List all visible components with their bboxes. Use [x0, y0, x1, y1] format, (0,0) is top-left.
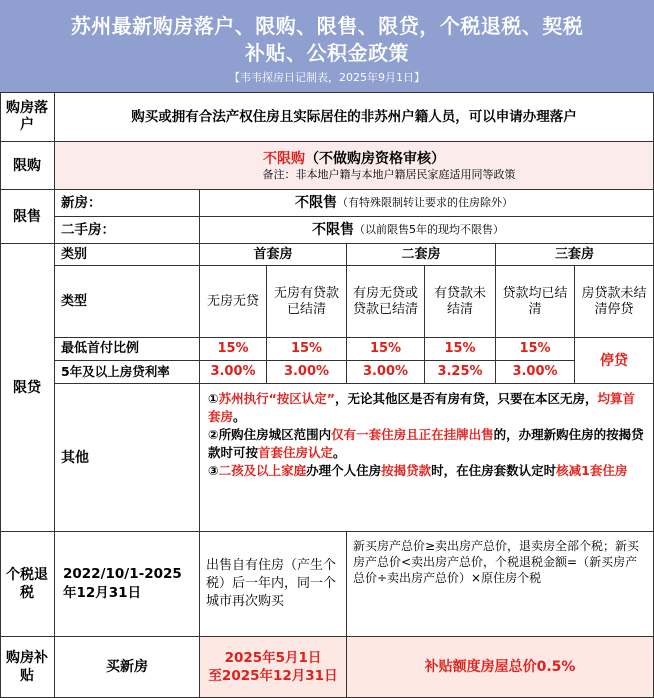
sale-limit-second-cell [200, 217, 654, 244]
purchase-limit-label: 限购 [0, 142, 55, 190]
loan-rate-label: 5年及以上房贷利率 [55, 361, 200, 384]
subsidy-type: 买新房 [55, 637, 200, 698]
loan-other-text [200, 384, 653, 480]
loan-down-3: 15% [347, 338, 425, 361]
policy-table [0, 92, 654, 698]
loan-rate-3: 3.00% [347, 361, 425, 384]
loan-other-p2-e: 。 [333, 445, 346, 460]
loan-other-p3-e: 时，在住房套数认定时 [431, 463, 557, 478]
loan-other-p2-a: ②所购住房城区范围内 [208, 427, 332, 442]
purchase-limit-line [263, 150, 445, 168]
loan-other-p2 [208, 426, 647, 462]
loan-other-p3-b: 二孩及以上家庭 [218, 463, 307, 478]
loan-type-5: 贷款均已结清 [496, 266, 575, 338]
loan-rate-2: 3.00% [267, 361, 347, 384]
loan-down-1: 15% [200, 338, 267, 361]
loan-other-p2-b: 仅有一套住房且正在挂牌出售 [331, 427, 494, 442]
title-line-1: 苏州最新购房落户、限购、限售、限贷，个税退税、契税 [70, 14, 584, 38]
sale-limit-new-note: （有特殊限制转让要求的住房除外） [337, 196, 513, 209]
subsidy-period-line-1: 2025年5月1日 [224, 650, 322, 666]
loan-down-label: 最低首付比例 [55, 338, 200, 361]
subsidy-amount: 补贴额度房屋总价0.5% [347, 637, 654, 698]
loan-down-5: 15% [496, 338, 575, 361]
subsidy-period-line-2: 至2025年12月31日 [208, 668, 338, 684]
purchase-limit-remark: 备注：非本地户籍与本地户籍居民家庭适用同等政策 [262, 167, 516, 181]
page-title [0, 0, 654, 67]
loan-other-p3-c: 办理个人住房 [306, 463, 382, 478]
loan-type-6: 房贷款未结清停贷 [575, 266, 654, 338]
loan-rate-4: 3.25% [425, 361, 496, 384]
loan-category-first: 首套房 [200, 244, 347, 266]
loan-other-p1-e: 。 [233, 409, 246, 424]
loan-other-p1-c: ，无论其他区是否有房有贷，只要在本区无房， [335, 391, 598, 406]
loan-other-p2-d: 首套住房认定 [258, 445, 334, 460]
loan-type-label: 类型 [55, 266, 200, 338]
sale-limit-label: 限售 [0, 190, 55, 244]
loan-other-p3-a: ③ [208, 463, 219, 478]
loan-other-p1-a: ① [208, 391, 219, 406]
sale-limit-new-label: 新房： [55, 190, 200, 217]
sale-limit-second-label: 二手房： [55, 217, 200, 244]
tax-label: 个税退税 [0, 532, 55, 637]
loan-type-2: 无房有贷款已结清 [267, 266, 347, 338]
tax-condition: 出售自有住房（产生个税）后一年内，同一个城市再次购买 [200, 532, 347, 637]
loan-other-p1-b: 苏州执行“按区认定” [218, 391, 336, 406]
loan-rate-1: 3.00% [200, 361, 267, 384]
purchase-limit-value: 不限购 [263, 150, 305, 167]
purchase-limit-cell [55, 142, 654, 190]
sale-limit-new-value: 不限售 [295, 195, 337, 211]
loan-other-p1-d: 均算首套房 [208, 391, 636, 424]
page-subtitle: 【韦韦探房日记制表，2025年9月1日】 [229, 71, 425, 84]
loan-category-third: 三套房 [496, 244, 654, 266]
page-header [0, 0, 654, 92]
purchase-limit-value-note: （不做购房资格审核） [305, 150, 445, 167]
loan-down-2: 15% [267, 338, 347, 361]
loan-other-p3 [208, 462, 647, 480]
loan-type-4: 有贷款未结清 [425, 266, 496, 338]
loan-label: 限贷 [0, 244, 55, 532]
loan-down-4: 15% [425, 338, 496, 361]
loan-category-second: 二套房 [347, 244, 496, 266]
loan-category-label: 类别 [55, 244, 200, 266]
loan-other-p2-c: 的，办理新购住房的按揭贷款时可按 [208, 427, 644, 460]
loan-rate-5: 3.00% [496, 361, 575, 384]
sale-limit-second-value: 不限售 [312, 222, 354, 238]
loan-other-p3-f: 核减1套住房 [556, 463, 628, 478]
loan-other-p3-d: 按揭贷款 [381, 463, 432, 478]
subsidy-label: 购房补贴 [0, 637, 55, 698]
loan-type-1: 无房无贷 [200, 266, 267, 338]
settle-text: 购买或拥有合法产权住房且实际居住的非苏州户籍人员，可以申请办理落户 [55, 92, 654, 142]
loan-type-3: 有房无贷或贷款已结清 [347, 266, 425, 338]
title-line-2: 补贴、公积金政策 [245, 41, 409, 65]
sale-limit-second-note: （以前限售5年的现均不限售） [354, 223, 504, 236]
tax-rule: 新买房产总价≥卖出房产总价，退卖房全部个税；新买房产总价<卖出房产总价，个税退税金额=（新买房产总价÷卖出房产总价）×原住房个税 [347, 532, 654, 637]
sale-limit-new-cell [200, 190, 654, 217]
loan-stop: 停贷 [575, 338, 654, 384]
loan-other-cell [200, 384, 654, 532]
subsidy-period [200, 637, 347, 698]
tax-period: 2022/10/1-2025年12月31日 [55, 532, 200, 637]
settle-label: 购房落户 [0, 92, 55, 142]
loan-other-p1 [208, 390, 647, 426]
loan-other-label: 其他 [55, 384, 200, 532]
